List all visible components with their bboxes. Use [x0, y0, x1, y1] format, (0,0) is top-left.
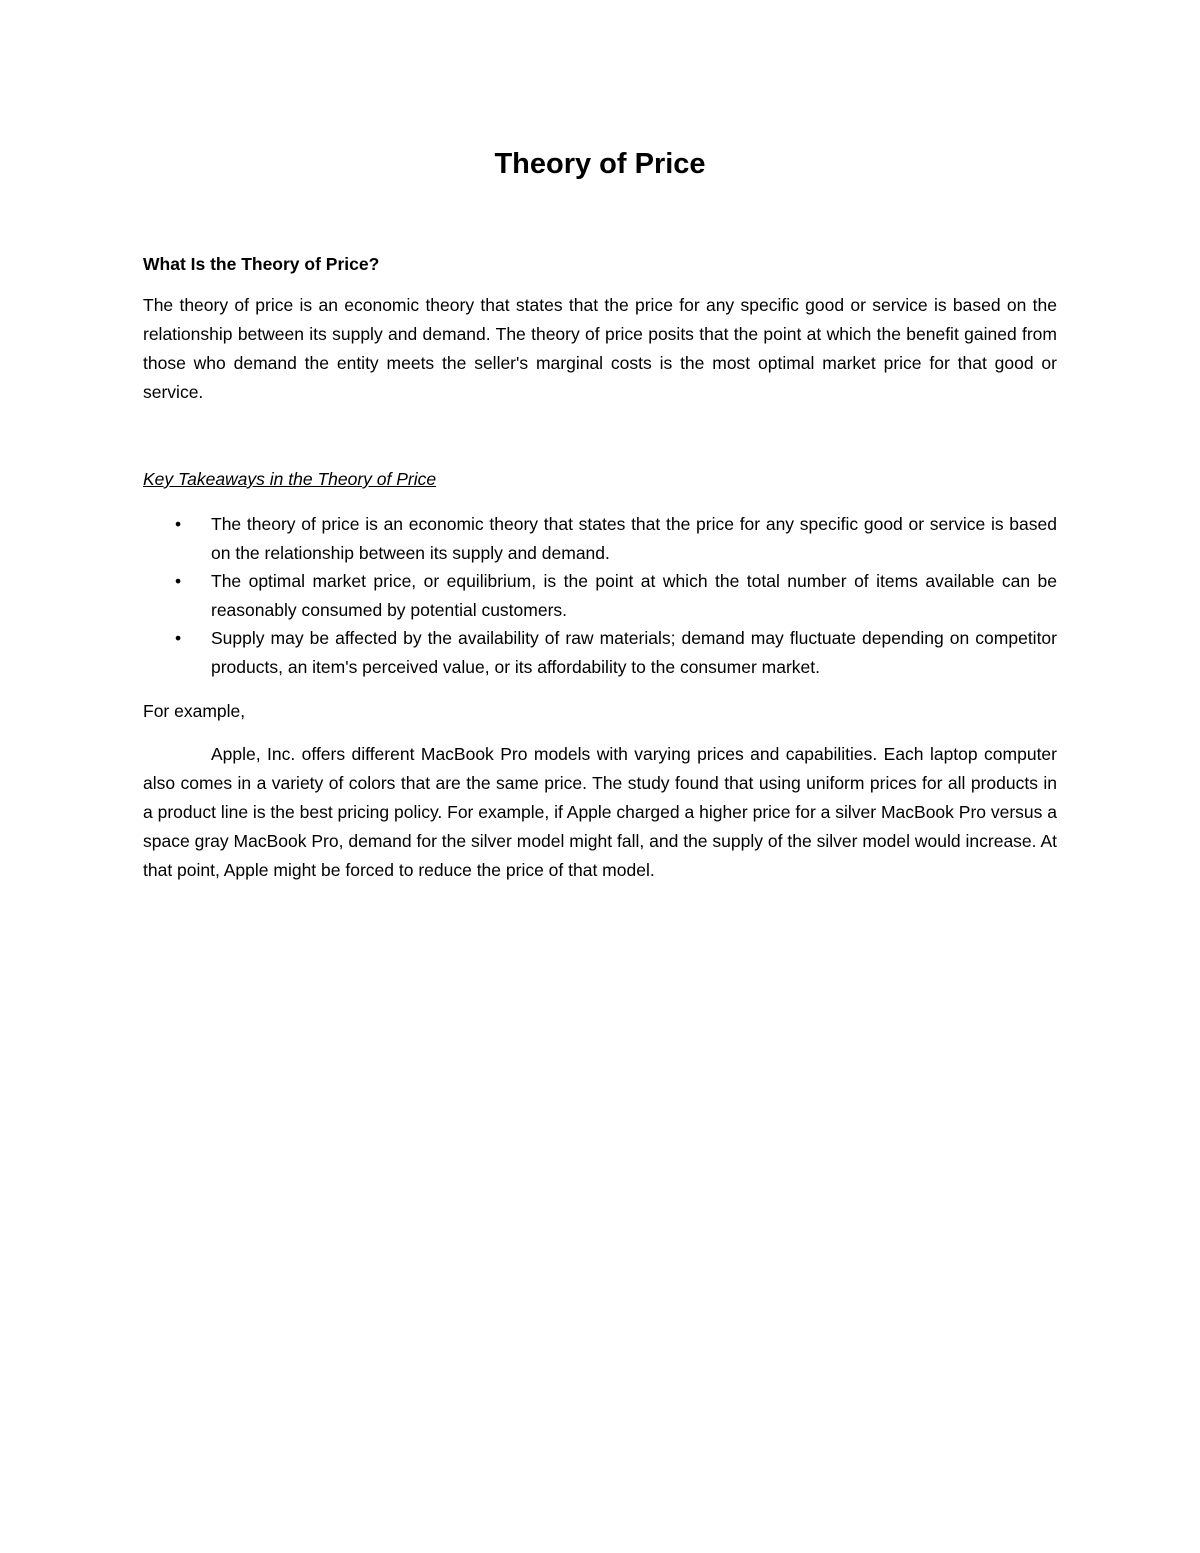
takeaway-text: The optimal market price, or equilibrium, is the point at which the total number of items available can be reasonably consumed by potential customers. — [211, 571, 1057, 620]
bullet-icon: • — [175, 628, 182, 648]
takeaway-text: The theory of price is an economic theory that states that the price for any specific good or service is based on the relationship between its supply and demand. — [211, 514, 1057, 563]
bullet-icon: • — [175, 571, 182, 591]
example-paragraph: Apple, Inc. offers different MacBook Pro models with varying prices and capabilities. Each laptop computer also comes in a variety of colors that are the same price. The study found that using uniform prices for all products in a product line is the best pricing policy. For example, if Apple charged a higher price for a silver MacBook Pro versus a space gray MacBook Pro, demand for the silver model might fall, and the supply of the silver model would increase. At that point, Apple might be forced to reduce the price of that model. — [143, 744, 1058, 880]
intro-paragraph: The theory of price is an economic theory that states that the price for any specific good or service is based on the relationship between its supply and demand. The theory of price posits that the point at which the benefit gained from those who demand the entity meets the seller's marginal costs is the most optimal market price for that good or service. — [143, 295, 1057, 402]
takeaway-item — [143, 567, 1057, 624]
takeaway-text: Supply may be affected by the availability of raw materials; demand may fluctuate depending on competitor products, an item's perceived value, or its affordability to the consumer market. — [211, 628, 1057, 677]
document-title: Theory of Price — [494, 148, 706, 180]
takeaway-item — [143, 624, 1057, 681]
example-lead: For example, — [143, 701, 246, 721]
takeaways-heading: Key Takeaways in the Theory of Price — [143, 469, 437, 489]
section-heading: What Is the Theory of Price? — [143, 254, 380, 274]
bullet-icon: • — [175, 514, 182, 534]
takeaways-list — [143, 510, 1057, 681]
takeaway-item — [143, 510, 1057, 567]
